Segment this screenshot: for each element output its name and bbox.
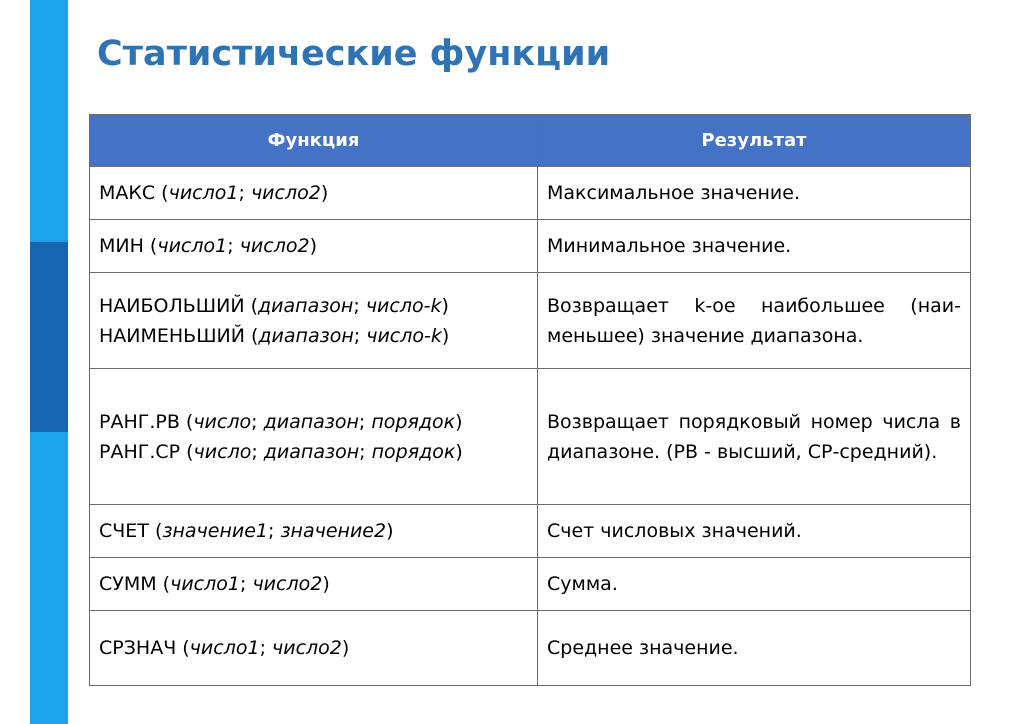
- header-result: Результат: [538, 115, 971, 167]
- function-cell: [90, 611, 538, 686]
- function-argument: число: [193, 410, 252, 433]
- function-argument: число-k: [366, 324, 442, 347]
- function-argument: порядок: [371, 440, 456, 463]
- slide-title: Статистические функции: [97, 34, 611, 74]
- function-cell: [90, 220, 538, 273]
- function-argument: диапазон: [258, 324, 354, 347]
- result-text: Минимальное значение.: [547, 235, 792, 257]
- function-name-text: ): [441, 324, 450, 347]
- function-argument: число1: [170, 573, 240, 595]
- function-name-text: СЧЕТ (: [99, 520, 163, 542]
- header-function: Функция: [90, 115, 538, 167]
- table-row: [90, 505, 971, 558]
- function-name-text: ): [441, 294, 449, 317]
- function-signature: [99, 291, 528, 321]
- table-row: [90, 220, 971, 273]
- function-name-text: РАНГ.РВ (: [99, 410, 194, 433]
- function-name-text: МИН (: [99, 235, 158, 257]
- function-cell: [90, 558, 538, 611]
- result-cell: [538, 167, 971, 220]
- function-name-text: ;: [353, 294, 366, 317]
- table-row: [90, 611, 971, 686]
- result-text: Среднее значение.: [547, 637, 739, 659]
- function-argument: диапазон: [258, 294, 354, 317]
- function-signature: [99, 407, 528, 437]
- function-cell: [90, 505, 538, 558]
- function-argument: число1: [168, 182, 239, 204]
- result-text: Возвращает k-ое наибольшее (наименьшее) значение диапазона.: [547, 294, 961, 347]
- function-argument: значение1: [162, 520, 268, 542]
- function-signature: [99, 569, 528, 599]
- function-argument: число2: [250, 182, 321, 204]
- function-argument: число2: [272, 637, 342, 659]
- function-argument: число1: [189, 637, 260, 659]
- result-cell: [538, 505, 971, 558]
- table-header-row: [90, 115, 971, 167]
- function-signature: [99, 231, 528, 261]
- function-name-text: ): [386, 520, 394, 542]
- side-accent-bar-highlight: [30, 242, 68, 432]
- function-name-text: ;: [259, 637, 273, 659]
- result-cell: [538, 611, 971, 686]
- result-cell: [538, 369, 971, 505]
- result-text: Максимальное значение.: [547, 182, 800, 204]
- function-argument: порядок: [371, 410, 456, 433]
- function-argument: диапазон: [263, 410, 359, 433]
- function-signature: [99, 516, 528, 546]
- function-cell: [90, 369, 538, 505]
- function-name-text: ;: [359, 440, 372, 463]
- function-argument: значение2: [280, 520, 387, 542]
- function-argument: число: [193, 440, 252, 463]
- function-name-text: ): [309, 235, 318, 257]
- function-signature: [99, 633, 528, 663]
- table-row: [90, 273, 971, 369]
- function-name-text: ;: [358, 410, 372, 433]
- function-name-text: РАНГ.СР (: [99, 440, 194, 463]
- function-name-text: ;: [268, 520, 281, 542]
- function-argument: число2: [252, 573, 323, 595]
- function-name-text: ;: [227, 235, 240, 257]
- result-text: Сумма.: [547, 573, 618, 595]
- result-text: Возвращает порядковый номер числа в диапазоне. (РВ - высший, СР-средний).: [547, 410, 961, 463]
- function-name-text: НАИБОЛЬШИЙ (: [99, 294, 259, 317]
- function-name-text: ;: [353, 324, 367, 347]
- function-name-text: ): [322, 573, 330, 595]
- function-name-text: ): [455, 440, 463, 463]
- function-name-text: ): [455, 410, 463, 433]
- functions-table: [89, 114, 971, 686]
- function-name-text: НАИМЕНЬШИЙ (: [99, 324, 259, 347]
- result-cell: [538, 273, 971, 369]
- function-argument: число2: [239, 235, 310, 257]
- result-cell: [538, 220, 971, 273]
- function-name-text: ;: [251, 410, 264, 433]
- function-name-text: ;: [239, 573, 253, 595]
- table-row: [90, 167, 971, 220]
- function-cell: [90, 273, 538, 369]
- function-argument: диапазон: [263, 440, 360, 463]
- function-name-text: ): [320, 182, 329, 204]
- result-text: Счет числовых значений.: [547, 520, 802, 542]
- function-name-text: СУММ (: [99, 573, 171, 595]
- result-cell: [538, 558, 971, 611]
- function-signature: [99, 437, 528, 467]
- function-signature: [99, 178, 528, 208]
- table-row: [90, 558, 971, 611]
- function-name-text: ;: [238, 182, 251, 204]
- function-argument: число-k: [365, 294, 442, 317]
- function-signature: [99, 321, 528, 351]
- function-name-text: МАКС (: [99, 182, 169, 204]
- function-name-text: СРЗНАЧ (: [99, 637, 190, 659]
- function-cell: [90, 167, 538, 220]
- function-argument: число1: [157, 235, 228, 257]
- function-name-text: ): [341, 637, 350, 659]
- table-row: [90, 369, 971, 505]
- function-name-text: ;: [251, 440, 264, 463]
